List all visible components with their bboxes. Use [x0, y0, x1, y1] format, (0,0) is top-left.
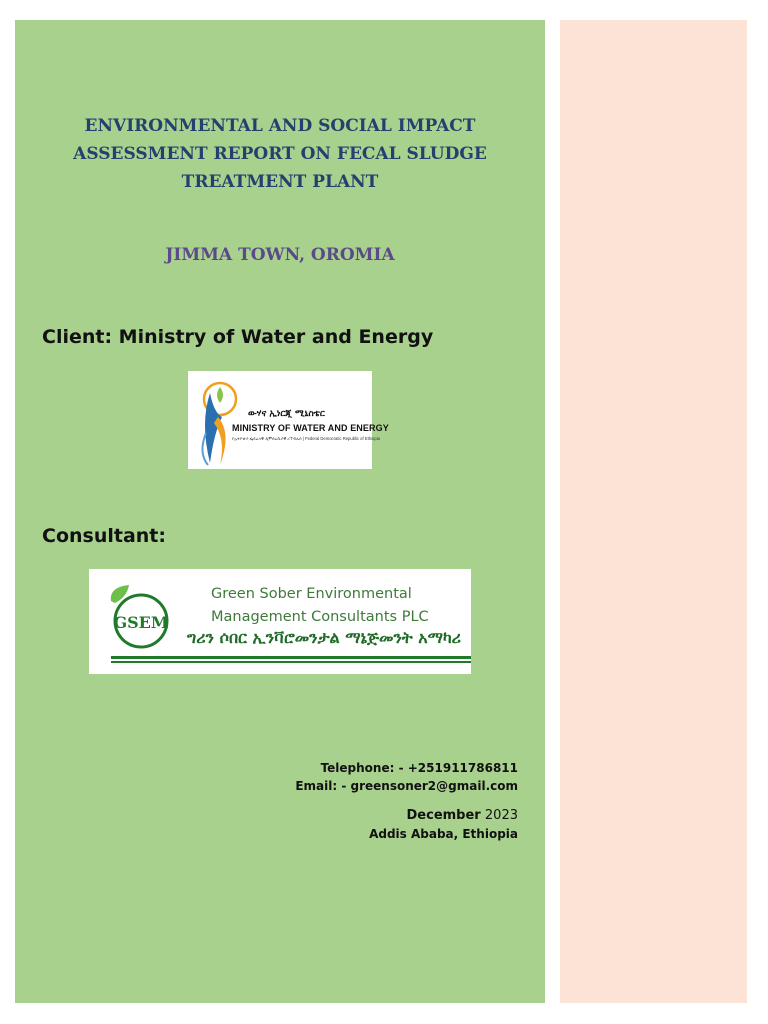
report-title-line: ENVIRONMENTAL AND SOCIAL IMPACT	[84, 116, 476, 136]
cover-side-panel	[560, 20, 747, 1003]
ministry-emblem-icon	[192, 373, 240, 469]
contact-block	[295, 759, 518, 843]
consultant-logo	[89, 569, 471, 674]
consultant-logo-line2: Management Consultants PLC	[211, 609, 429, 625]
report-title-line: ASSESSMENT REPORT ON FECAL SLUDGE	[73, 144, 487, 164]
contact-telephone: Telephone: - +251911786811	[320, 761, 518, 775]
contact-email: Email: - greensoner2@gmail.com	[295, 779, 518, 793]
ministry-logo-english: MINISTRY OF WATER AND ENERGY	[232, 423, 389, 433]
ministry-logo-subtitle: የኢትዮጵያ ፌደራላዊ ዲሞክራሲያዊ ሪፐብሊክ | Federal Democratic Republic of Ethiopia	[232, 436, 380, 441]
logo-divider	[111, 661, 471, 663]
logo-divider	[111, 656, 471, 659]
ministry-logo-amharic: ውሃና ኢነርጂ ሚኒስቴር	[248, 409, 325, 419]
consultant-logo-amharic: ግሪን ሶበር ኢንቫሮመንታል ማኔጅመንት አማካሪ	[187, 628, 462, 647]
gsem-leaf-emblem-icon	[105, 583, 173, 649]
gsem-emblem-text: GSEM	[113, 613, 169, 632]
client-label: Client: Ministry of Water and Energy	[42, 326, 434, 348]
consultant-logo-line1: Green Sober Environmental	[211, 586, 412, 602]
ministry-logo	[188, 371, 389, 469]
report-city: Addis Ababa, Ethiopia	[369, 827, 518, 841]
report-date	[295, 806, 518, 825]
report-date-year: 2023	[484, 808, 518, 823]
report-location: JIMMA TOWN, OROMIA	[165, 245, 395, 265]
report-title	[60, 112, 500, 196]
consultant-label: Consultant:	[42, 525, 166, 547]
report-title-line: TREATMENT PLANT	[181, 172, 379, 192]
report-date-month: December	[406, 808, 481, 823]
